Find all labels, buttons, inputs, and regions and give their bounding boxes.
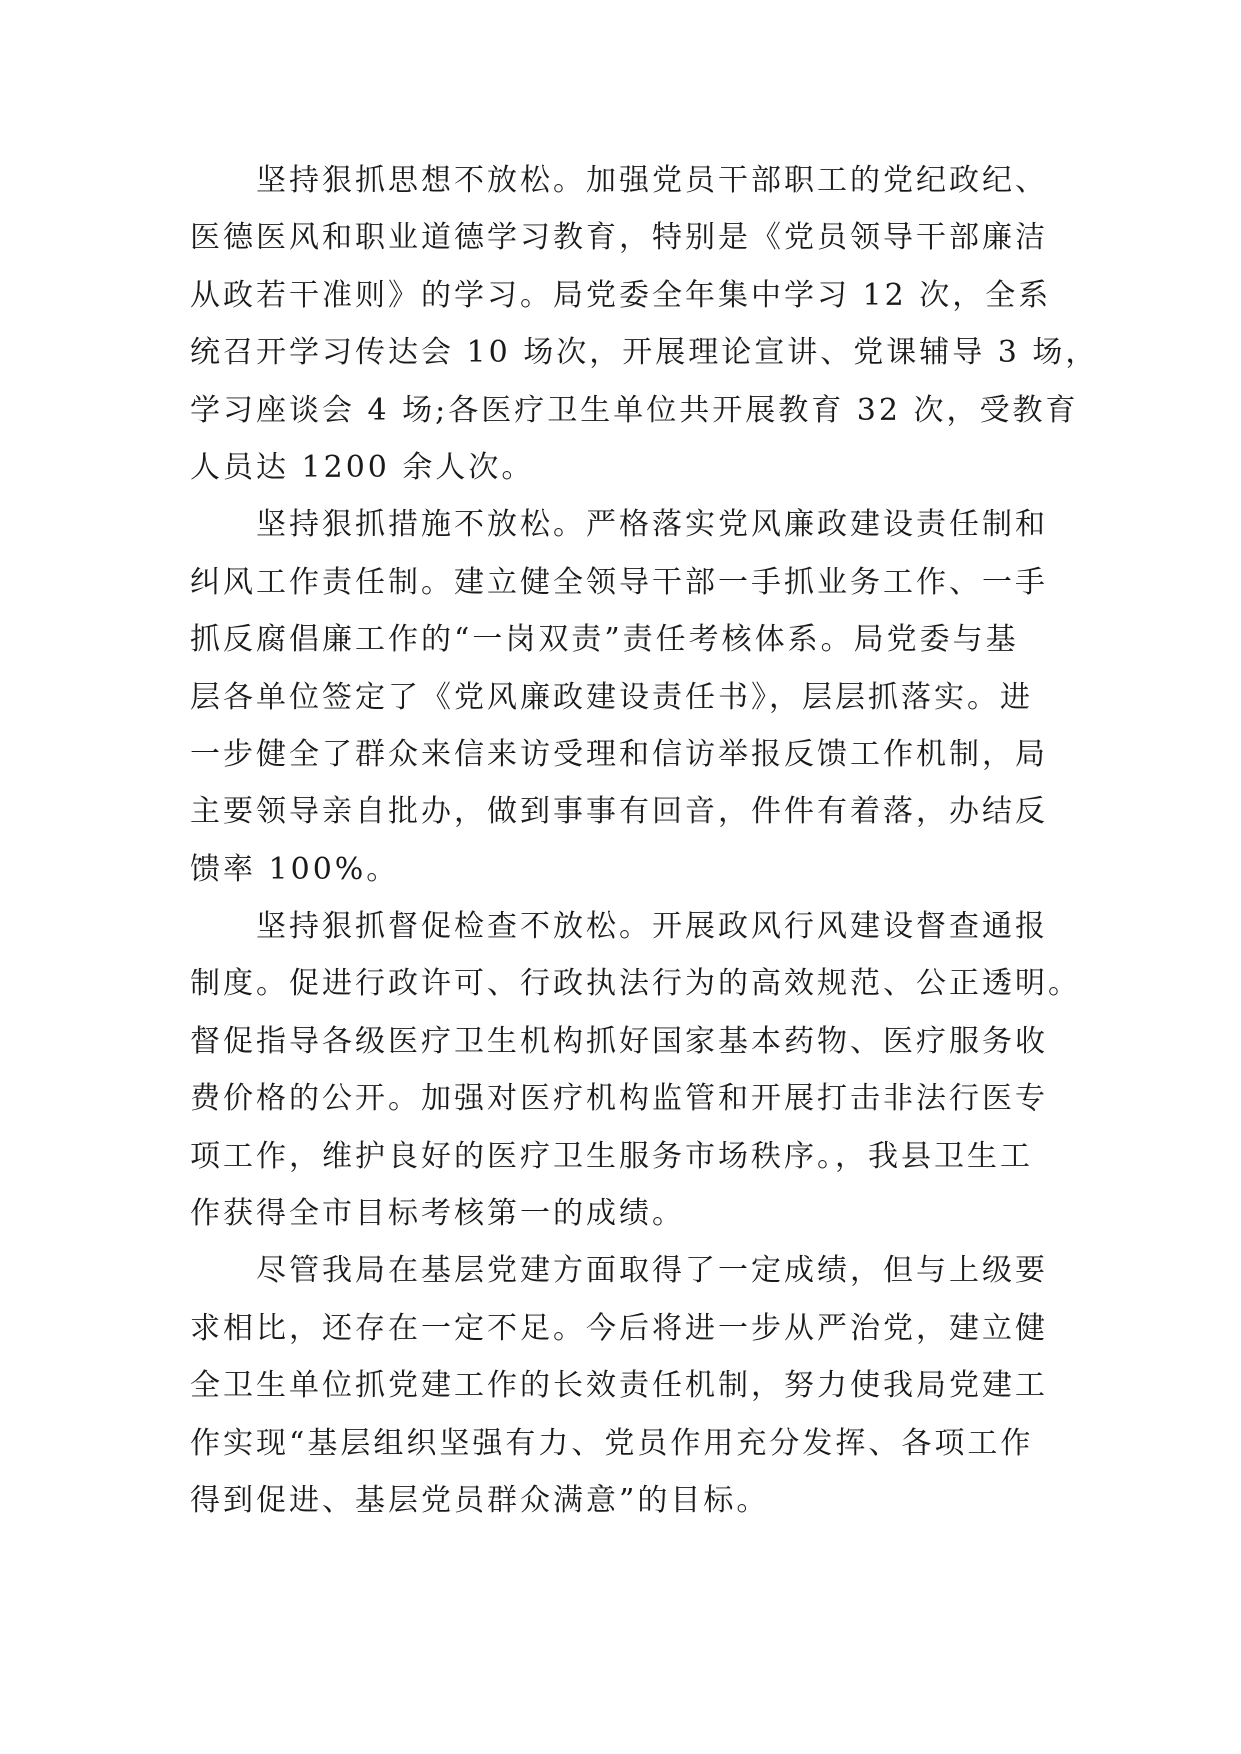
paragraph-conclusion	[190, 1242, 1048, 1529]
paragraph-line: 坚持狠抓思想不放松。加强党员干部职工的党纪政纪、	[256, 163, 1048, 198]
paragraph-line: 医德医风和职业道德学习教育，特别是《党员领导干部廉洁	[190, 220, 1048, 256]
paragraph-line: 从政若干准则》的学习。局党委全年集中学习 12 次，全系	[190, 277, 1052, 313]
paragraph-line: 作实现“基层组织坚强有力、党员作用充分发挥、各项工作	[190, 1425, 1034, 1461]
paragraph-line: 坚持狠抓措施不放松。严格落实党风廉政建设责任制和	[256, 507, 1048, 543]
paragraph-line: 求相比，还存在一定不足。今后将进一步从严治党，建立健	[190, 1310, 1048, 1346]
paragraph-measures	[190, 496, 1048, 898]
paragraph-line: 制度。促进行政许可、行政执法行为的高效规范、公正透明。	[190, 966, 1081, 1002]
paragraph-line: 馈率 100%。	[190, 851, 400, 887]
paragraph-line: 学习座谈会 4 场;各医疗卫生单位共开展教育 32 次，受教育	[190, 392, 1079, 428]
paragraph-line: 费价格的公开。加强对医疗机构监管和开展打击非法行医专	[190, 1081, 1048, 1117]
paragraph-line: 统召开学习传达会 10 场次，开展理论宣讲、党课辅导 3 场，	[190, 335, 1099, 371]
paragraph-line: 抓反腐倡廉工作的“一岗双责”责任考核体系。局党委与基	[190, 622, 1019, 658]
paragraph-line: 全卫生单位抓党建工作的长效责任机制，努力使我局党建工	[190, 1368, 1048, 1404]
paragraph-line: 尽管我局在基层党建方面取得了一定成绩，但与上级要	[256, 1253, 1048, 1289]
paragraph-inspection	[190, 898, 1081, 1242]
paragraph-line: 一步健全了群众来信来访受理和信访举报反馈工作机制，局	[190, 736, 1048, 772]
paragraph-line: 作获得全市目标考核第一的成绩。	[190, 1196, 685, 1232]
paragraph-thought	[190, 152, 1099, 496]
paragraph-line: 得到促进、基层党员群众满意”的目标。	[190, 1482, 770, 1518]
paragraph-line: 纠风工作责任制。建立健全领导干部一手抓业务工作、一手	[190, 564, 1048, 600]
paragraph-line: 主要领导亲自批办，做到事事有回音，件件有着落，办结反	[190, 794, 1048, 830]
paragraph-line: 层各单位签定了《党风廉政建设责任书》，层层抓落实。进	[190, 679, 1033, 715]
document-body	[190, 152, 1099, 1529]
paragraph-line: 坚持狠抓督促检查不放松。开展政风行风建设督查通报	[256, 909, 1048, 945]
paragraph-line: 督促指导各级医疗卫生机构抓好国家基本药物、医疗服务收	[190, 1023, 1048, 1059]
paragraph-line: 项工作，维护良好的医疗卫生服务市场秩序。，我县卫生工	[190, 1138, 1033, 1174]
paragraph-line: 人员达 1200 余人次。	[190, 449, 535, 485]
